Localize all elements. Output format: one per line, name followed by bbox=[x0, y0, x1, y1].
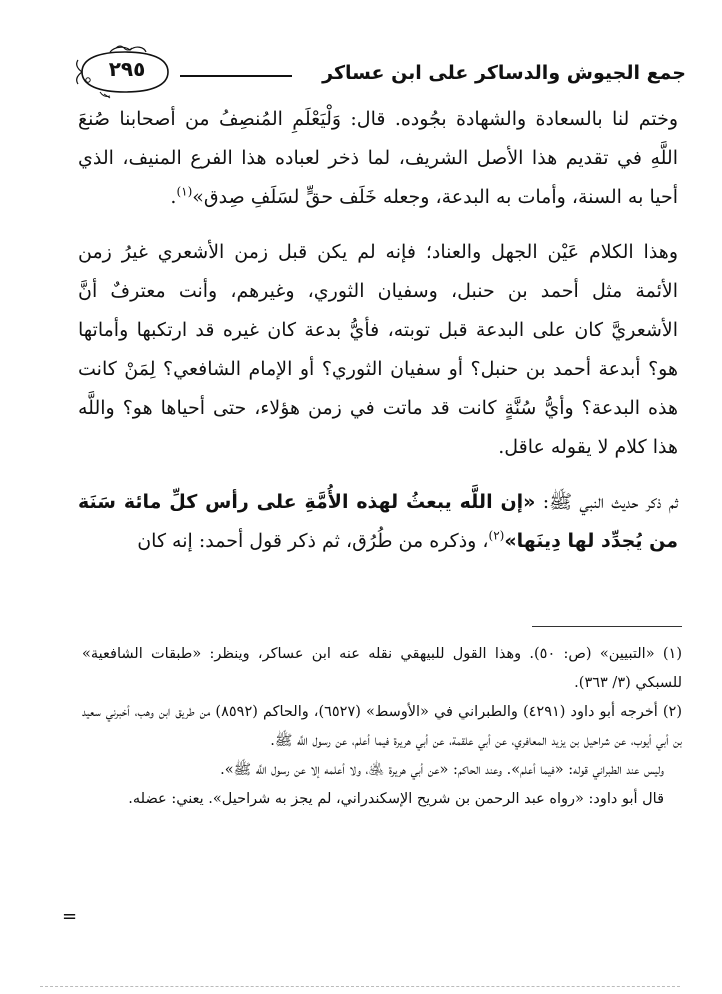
paragraph-lead: ثم ذكر حديث النبي ﷺ: bbox=[535, 491, 678, 513]
footnote-marker: (٢) bbox=[488, 528, 505, 543]
footnote: (٢) أخرجه أبو داود (٤٢٩١) والطبراني في «الأوسط» (٦٥٢٧)، والحاكم (٨٥٩٢) من طريق ابن وهب، أخبرني سعيد بن أبي أيوب، عن شراحيل بن يزيد المعافري، عن أبي علقمة، عن أبي هريرة فيما أعلم، عن رسول اللَّه ﷺ. bbox=[82, 704, 682, 749]
paragraph: وختم لنا بالسعادة والشهادة بجُوده. قال: وَلْيَعْلَمِ المُنصِفُ من أصحابنا صُنعَ اللَّهِ في تقديم هذا الأصل الشريف، لما ذخر لعباده هذا الفرع المنيف، الذي أحيا به السنة، وأمات به البدعة، وجعله خَلَف حقٍّ لسَلَفِ صِدق»$^{(١)}$. bbox=[78, 108, 678, 208]
continuation-mark: = bbox=[62, 906, 78, 927]
paragraph-text: ، وذكره من طُرُق، ثم ذكر قول أحمد: إنه كان bbox=[137, 530, 489, 552]
footnote-separator bbox=[532, 626, 682, 627]
footnote-continuation: قال أبو داود: «رواه عبد الرحمن بن شريح الإسكندراني، لم يجز به شراحيل». يعني: عضله. bbox=[128, 791, 664, 807]
footnote-continuation: وليس عند الطبراني قوله: «فيما أعلم». وعند الحاكم: «عن أبي هريرة ﵁، ولا أعلمه إلا عن رسول اللَّه ﷺ». bbox=[220, 762, 664, 778]
footnotes bbox=[82, 640, 682, 814]
main-text bbox=[78, 100, 678, 561]
paragraph bbox=[78, 483, 678, 561]
header-rule bbox=[180, 75, 292, 77]
running-title: جمع الجيوش والدساكر على ابن عساكر bbox=[322, 62, 686, 84]
footnote: (١) «التبيين» (ص: ٥٠). وهذا القول للبيهقي نقله عنه ابن عساكر، وينظر: «طبقات الشافعية» للسبكي (٣/ ٣٦٣). bbox=[82, 646, 682, 691]
footnote-marker: (١) bbox=[176, 184, 193, 199]
paragraph-text: وختم لنا بالسعادة والشهادة بجُوده. قال: وَلْيَعْلَمِ المُنصِفُ من أصحابنا صُنعَ اللَّهِ في تقديم هذا الأصل الشريف، لما ذخر لعباده هذا الفرع المنيف، الذي أحيا به السنة، وأمات به البدعة، وجعله خَلَف حقٍّ لسَلَفِ صِدق» bbox=[78, 108, 678, 208]
paragraph: وهذا الكلام عَيْن الجهل والعناد؛ فإنه لم يكن قبل زمن الأشعري غيرُ زمن الأئمة مثل أحمد بن حنبل، وسفيان الثوري، وغيرهم، وأنت معترفٌ أنَّ الأشعريَّ كان على البدعة قبل توبته، فأيُّ بدعة كان غيره قد ارتكبها وأماتها هو؟ أبدعة أحمد بن حنبل؟ أو سفيان الثوري؟ أو الإمام الشافعي؟ لِمَنْ كانت هذه البدعة؟ وأيُّ سُنَّةٍ كانت قد ماتت في زمن هؤلاء، حتى أحياها هو؟ واللَّه هذا كلام لا يقوله عاقل. bbox=[78, 241, 678, 458]
hadith-quote: «إن اللَّه يبعثُ لهذه الأُمَّةِ على رأس كلِّ مائة سَنَة من يُجدِّد لها دِينَها» bbox=[78, 491, 678, 552]
bottom-edge bbox=[40, 986, 680, 987]
page-header bbox=[70, 44, 692, 100]
page-number: ٢٩٥ bbox=[108, 57, 146, 81]
